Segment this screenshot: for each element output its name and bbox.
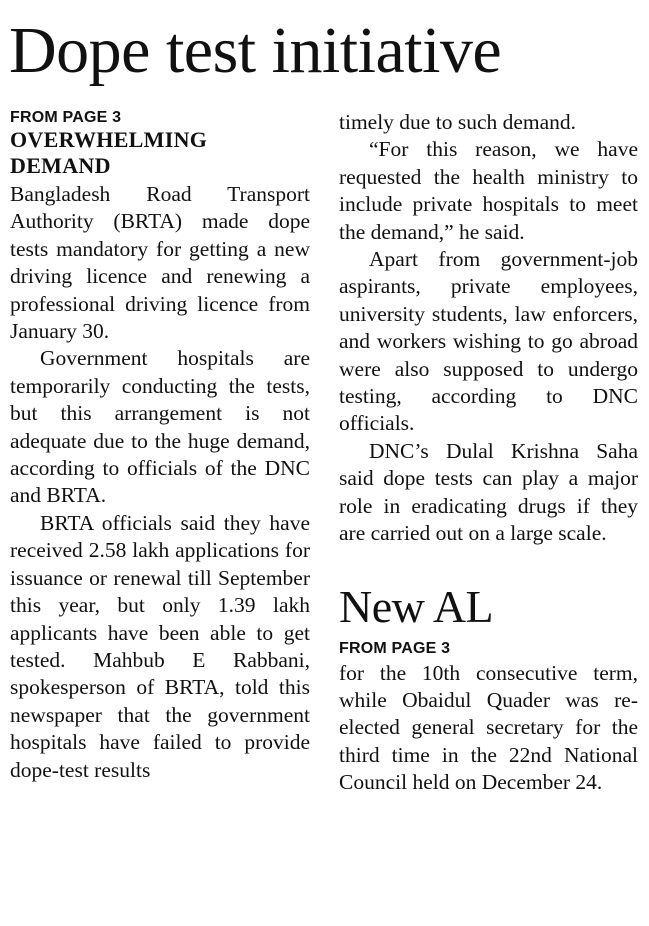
paragraph-2: Government hospitals are temporarily conducting the tests, but this arrangement is not adequate due to the huge demand, according to officials of the DNC and BRTA. xyxy=(10,346,310,508)
second-paragraph: for the 10th consecutive term, while Obaidul Quader was re-elected general secretary for the third time in the 22nd National Council held on December 24. xyxy=(339,660,638,795)
left-column xyxy=(10,109,310,784)
subheading-line-2: DEMAND xyxy=(10,153,111,178)
right-column xyxy=(339,109,638,797)
subheading-line-1: OVERWHELMING xyxy=(10,127,208,152)
paragraph-6: DNC’s Dulal Krishna Saha said dope tests can play a major role in eradicating drugs if they are carried out on a large scale. xyxy=(339,438,638,546)
headline: Dope test initiative xyxy=(9,14,502,87)
paragraph-3: BRTA officials said they have received 2.58 lakh applications for issuance or renewal till September this year, but only 1.39 lakh applicants have been able to get tested. Mahbub E Rabbani, spokesperson of BRTA, told this newspaper that the government hospitals have failed to provide dope-test results xyxy=(10,510,310,782)
subheading xyxy=(10,127,310,179)
paragraph-5: Apart from government-job aspirants, private employees, university students, law enforcers, and workers wishing to go abroad were also supposed to undergo testing, according to DNC officials. xyxy=(339,247,638,436)
paragraph-1: Bangladesh Road Transport Authority (BRTA) made dope tests mandatory for getting a new driving licence and renewing a professional driving licence from January 30. xyxy=(10,182,310,344)
second-continued-from-label: FROM PAGE 3 xyxy=(339,639,451,657)
second-headline: New AL xyxy=(339,580,494,632)
paragraph-4: “For this reason, we have requested the health ministry to include private hospitals to meet the demand,” he said. xyxy=(339,137,638,244)
paragraph-3-continued: timely due to such demand. xyxy=(339,110,577,134)
continued-from-label: FROM PAGE 3 xyxy=(10,109,122,126)
